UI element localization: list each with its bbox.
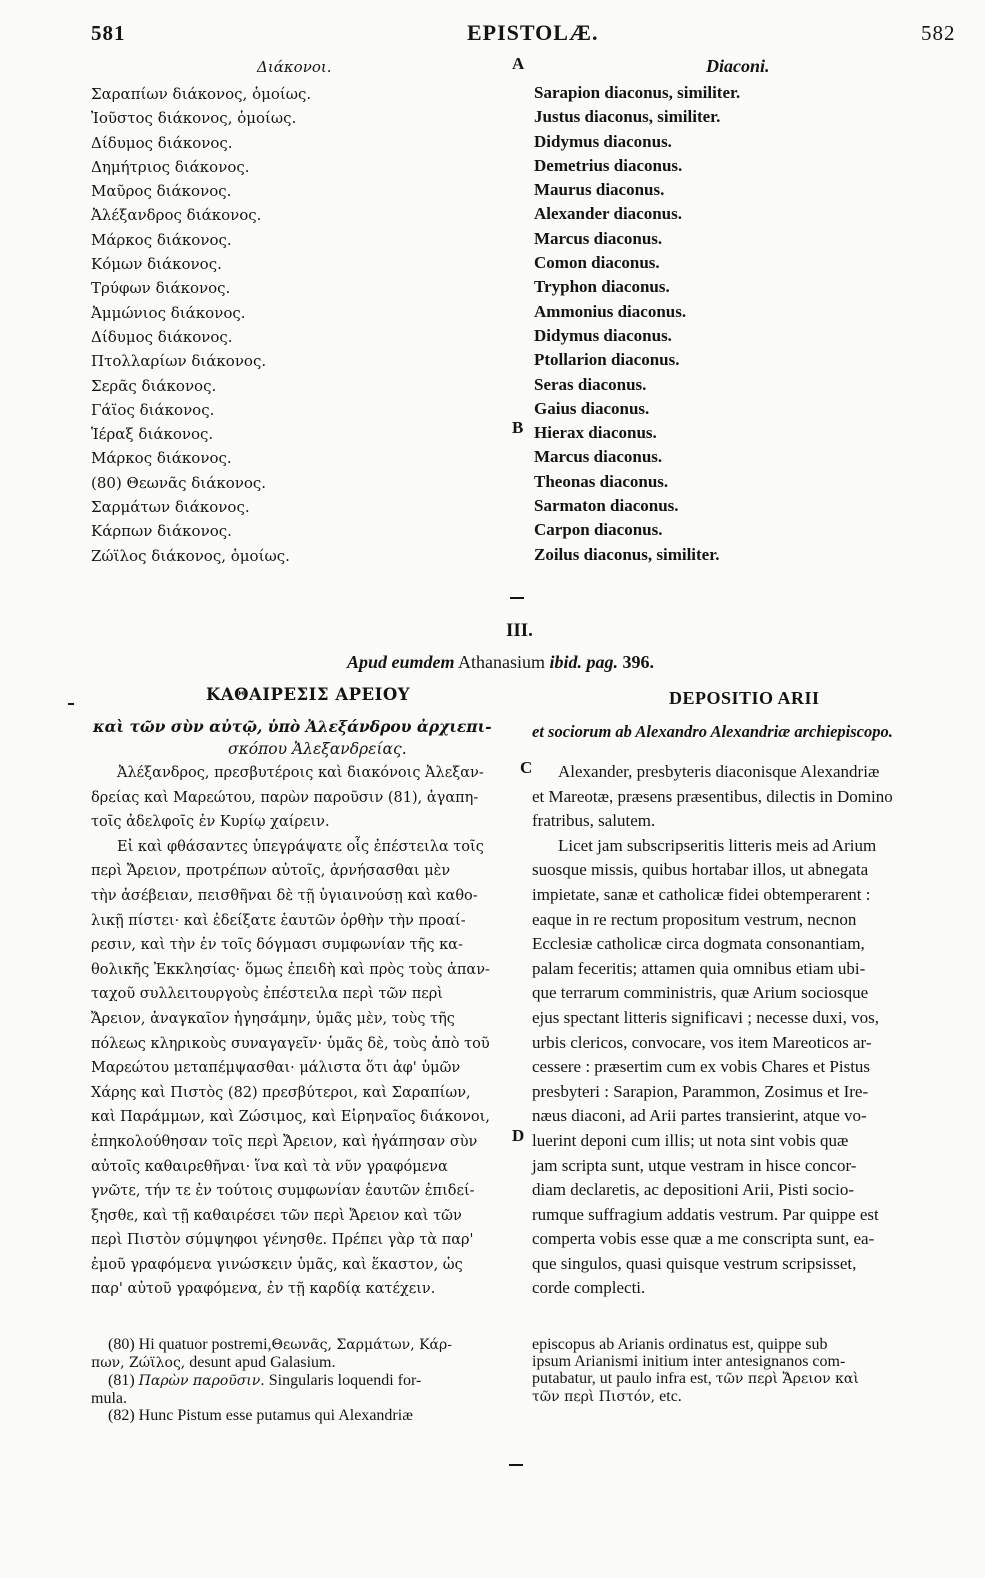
list-item: Ἰοῦστος διάκονος, ὁμοίως.: [91, 109, 297, 128]
list-item: Ἱέραξ διάκονος.: [91, 425, 214, 444]
greek-letter-body: [91, 761, 490, 1302]
marker-a: A: [512, 54, 525, 73]
greek-line: παρ' αὐτοῦ γραφόμενα, ἐν τῇ καρδίᾳ κατέχειν.: [91, 1281, 436, 1298]
list-item: Σαρμάτων διάκονος.: [91, 498, 250, 517]
list-item: Carpon diaconus.: [534, 520, 663, 540]
greek-line: Ἄρειον, ἀναγκαῖον ἡγησάμην, ὑμᾶς μὲν, τοὺς τῆς: [91, 1010, 455, 1027]
greek-line: Μαρεώτου μεταπέμψασθαι· μάλιστα ὅτι ἀφ' ὑμῶν: [91, 1060, 461, 1077]
greek-line: ταχοῦ συλλειτουργοὺς ἐπέστειλα περὶ τῶν περὶ: [91, 986, 443, 1003]
greek-line: ξησθε, καὶ τῇ καθαιρέσει τῶν περὶ Ἄρειον καὶ τῶν: [91, 1207, 462, 1224]
greek-line: ἐπηκολούθησαν τοῖς περὶ Ἄρειον, καὶ ἠγάπησαν σὺν: [91, 1133, 478, 1150]
source-part-1: Apud eumdem: [347, 652, 455, 672]
list-item: Πτολλαρίων διάκονος.: [91, 352, 267, 371]
latin-line: cessere : præsertim cum ex vobis Chares et Pistus: [532, 1057, 871, 1077]
list-item: Comon diaconus.: [534, 253, 660, 273]
latin-line: næus diaconi, ad Arii partes transierint, atque vo-: [532, 1106, 867, 1126]
greek-line: θολικῆς Ἐκκλησίας· ὅμως ἐπειδὴ καὶ πρὸς τοὺς ἁπαν-: [91, 961, 490, 978]
footnotes-left: (80) Hi quatuor postremi,Θεωνᾶς, Σαρμάτων, Κάρ- πων, Ζώϊλος, desunt apud Galasium. (81) Παρὼν παροῦσιν. Singularis loquendi for- mula. (82) Hunc Pistum esse putamus qui Alexandriæ: [91, 1336, 452, 1424]
latin-list-heading: Diaconi.: [706, 56, 770, 76]
latin-line: Ecclesiæ catholicæ circa dogmata consonantiam,: [532, 934, 865, 954]
greek-line: λικῇ πίστει· καὶ ἐδείξατε ἑαυτῶν ὀρθὴν τὴν προαί-: [91, 912, 466, 929]
latin-line: suosque missis, quibus hortabar illos, ut abnegata: [532, 860, 869, 880]
right-page-number: 582: [921, 21, 956, 45]
footnote-80: (80) Hi quatuor postremi,Θεωνᾶς, Σαρμάτων, Κάρ-: [108, 1336, 452, 1353]
latin-line: urbis clericos, convocare, vos item Mareoticos ar-: [532, 1032, 872, 1052]
footnote-81: (81) Παρὼν παροῦσιν. Singularis loquendi for-: [108, 1372, 422, 1389]
footnotes-right: episcopus ab Arianis ordinatus est, quippe sub ipsum Arianismi initium inter antesignanos com- putabatur, ut paulo infra est, τῶν περὶ Ἄρειον καὶ τῶν περὶ Πιστόν, etc.: [532, 1336, 859, 1405]
list-item: Ἀλέξανδρος διάκονος.: [91, 206, 262, 225]
greek-line: περὶ Πιστὸν σύμψηφοι γένησθε. Πρέπει γὰρ τὰ παρ': [91, 1232, 474, 1249]
list-item: Δίδυμος διάκονος.: [91, 327, 233, 346]
marker-c: C: [520, 758, 533, 777]
greek-line: Ἀλέξανδρος, πρεσβυτέροις καὶ διακόνοις Ἀλεξαν-: [117, 765, 484, 781]
latin-line: que terrarum comministris, quæ Arium sociosque: [532, 983, 869, 1003]
list-item: Σαραπίων διάκονος, ὁμοίως.: [91, 85, 312, 103]
list-item: Δίδυμος διάκονος.: [91, 133, 233, 152]
latin-line: et Mareotæ, præsens præsentibus, dilectis in Domino: [532, 786, 893, 806]
margin-tick: [68, 703, 74, 705]
bottom-dash: [509, 1464, 523, 1466]
latin-line: ejus spectant litteris significavi ; necesse duxi, vos,: [532, 1007, 880, 1027]
latin-line: palam feceritis; attamen quia omnibus etiam ubi-: [532, 958, 866, 978]
latin-line: eaque in re rectum propositum vestrum, necnon: [532, 909, 857, 929]
latin-subtitle: et sociorum ab Alexandro Alexandriæ archiepiscopo.: [532, 722, 893, 741]
latin-line: que singulos, quasi quisque vestrum scripsisset,: [532, 1253, 857, 1273]
list-item: Maurus diaconus.: [534, 180, 665, 200]
list-item: Gaius diaconus.: [534, 398, 650, 418]
list-item: Ἀμμώνιος διάκονος.: [91, 303, 246, 322]
marker-b: B: [512, 418, 524, 437]
greek-line: καὶ Παράμμων, καὶ Ζώσιμος, καὶ Εἰρηναῖος διάκονοι,: [91, 1109, 490, 1126]
list-item: Μαῦρος διάκονος.: [91, 182, 232, 201]
source-part-2: Athanasium: [458, 652, 546, 672]
latin-deacon-list: [534, 81, 740, 567]
marker-d: D: [512, 1126, 525, 1145]
source-line: [347, 652, 654, 673]
list-item: Didymus diaconus.: [534, 131, 672, 151]
list-item: Marcus diaconus.: [534, 228, 663, 248]
list-item: Seras diaconus.: [534, 374, 647, 394]
latin-title: DEPOSITIO ARII: [669, 688, 820, 708]
list-item: Τρύφων διάκονος.: [91, 279, 231, 298]
list-item: Theonas diaconus.: [534, 471, 669, 491]
list-item: Κάρπων διάκονος.: [91, 522, 232, 541]
list-item: Γάϊος διάκονος.: [91, 400, 215, 419]
greek-line: πόλεως κληρικοὺς συναγαγεῖν· ὑμᾶς δὲ, τοὺς ἀπὸ τοῦ: [91, 1035, 490, 1052]
greek-line: δρείας καὶ Μαρεώτου, παρὼν παροῦσιν (81), ἀγαπη-: [91, 789, 479, 806]
greek-line: ἐμοῦ γραφόμενα γινώσκειν ὑμᾶς, καὶ ἕκαστον, ὡς: [91, 1256, 463, 1273]
list-item: Sarmaton diaconus.: [534, 496, 679, 516]
list-item: (80) Θεωνᾶς διάκονος.: [91, 473, 267, 492]
latin-line: Alexander, presbyteris diaconisque Alexandriæ: [558, 762, 880, 781]
latin-line: Licet jam subscripseritis litteris meis ad Arium: [558, 835, 877, 855]
latin-line: rumque suffragium addatis vestrum. Par quippe est: [532, 1204, 879, 1224]
section-number: III.: [506, 620, 533, 641]
greek-line: Εἰ καὶ φθάσαντες ὑπεγράψατε οἷς ἐπέστειλα τοῖς: [117, 838, 484, 855]
greek-line: τοῖς ἀδελφοῖς ἐν Κυρίῳ χαίρειν.: [91, 814, 330, 831]
latin-line: jam scripta sunt, utque vestram in hisce concor-: [532, 1155, 857, 1175]
list-item: Δημήτριος διάκονος.: [91, 157, 250, 176]
greek-subtitle-line-1: καὶ τῶν σὺν αὐτῷ, ὑπὸ Ἀλεξάνδρου ἀρχιεπι-: [93, 717, 492, 736]
running-title: EPISTOLÆ.: [467, 20, 599, 45]
latin-line: diam declaretis, ac depositioni Arii, Pisti socio-: [532, 1180, 854, 1200]
list-item: Σερᾶς διάκονος.: [91, 376, 217, 395]
list-item: Hierax diaconus.: [534, 423, 657, 443]
list-item: Μάρκος διάκονος.: [91, 449, 232, 468]
list-item: Justus diaconus, similiter.: [534, 107, 721, 127]
footnote-82: (82) Hunc Pistum esse putamus qui Alexandriæ: [108, 1407, 413, 1424]
greek-deacon-list: [91, 82, 311, 568]
greek-line: αὐτοῖς καθαιρεθῆναι· ἵνα καὶ τὰ νῦν γραφόμενα: [91, 1158, 448, 1175]
latin-line: impietate, sanæ et catholicæ fidei obtemperarent :: [532, 884, 871, 904]
greek-line: ρεσιν, καὶ τὴν ἐν τοῖς δόγμασι συμφωνίαν τῆς κα-: [91, 937, 463, 954]
list-item: Κόμων διάκονος.: [91, 255, 222, 274]
list-item: Ptollarion diaconus.: [534, 350, 680, 370]
source-part-4: 396.: [622, 652, 655, 672]
separator-dash: [510, 597, 524, 599]
latin-line: corde complecti.: [532, 1278, 646, 1298]
list-item: Ammonius diaconus.: [534, 301, 687, 321]
greek-subtitle-line-2: σκόπου Ἀλεξανδρείας.: [228, 740, 407, 758]
list-item: Tryphon diaconus.: [534, 277, 670, 297]
list-item: Μάρκος διάκονος.: [91, 230, 232, 249]
left-page-number: 581: [91, 21, 126, 45]
greek-list-heading: Διάκονοι.: [257, 58, 332, 76]
greek-line: τὴν ἀσέβειαν, πεισθῆναι δὲ τῇ ὑγιαινούσῃ καὶ καθο-: [91, 887, 478, 904]
list-item: Alexander diaconus.: [534, 204, 682, 224]
latin-line: fratribus, salutem.: [532, 811, 656, 831]
latin-line: comperta vobis esse quæ a me conscripta sunt, ea-: [532, 1229, 875, 1249]
greek-line: Χάρης καὶ Πιστὸς (82) πρεσβύτεροι, καὶ Σαραπίων,: [91, 1084, 471, 1101]
latin-letter-body: [532, 760, 893, 1301]
source-part-3: ibid. pag.: [549, 652, 619, 672]
greek-title: ΚΑΘΑΙΡΕΣΙΣ ΑΡΕΙΟΥ: [206, 685, 410, 704]
list-item: Ζώϊλος διάκονος, ὁμοίως.: [91, 546, 290, 565]
list-item: Zoilus diaconus, similiter.: [534, 544, 720, 564]
greek-line: περὶ Ἄρειον, προτρέπων αὐτοῖς, ἀρνήσασθαι μὲν: [91, 863, 451, 880]
list-item: Demetrius diaconus.: [534, 155, 683, 175]
greek-line: γνῶτε, τήν τε ἐν τούτοις συμφωνίαν ἑαυτῶν ἐπιδεί-: [91, 1183, 475, 1200]
latin-line: luerint deponi cum illis; ut nota sint vobis quæ: [532, 1130, 849, 1150]
list-item: Marcus diaconus.: [534, 447, 663, 467]
latin-line: presbyteri : Sarapion, Parammon, Zosimus et Ire-: [532, 1081, 869, 1101]
list-item: Didymus diaconus.: [534, 325, 672, 345]
list-item: Sarapion diaconus, similiter.: [534, 83, 741, 102]
